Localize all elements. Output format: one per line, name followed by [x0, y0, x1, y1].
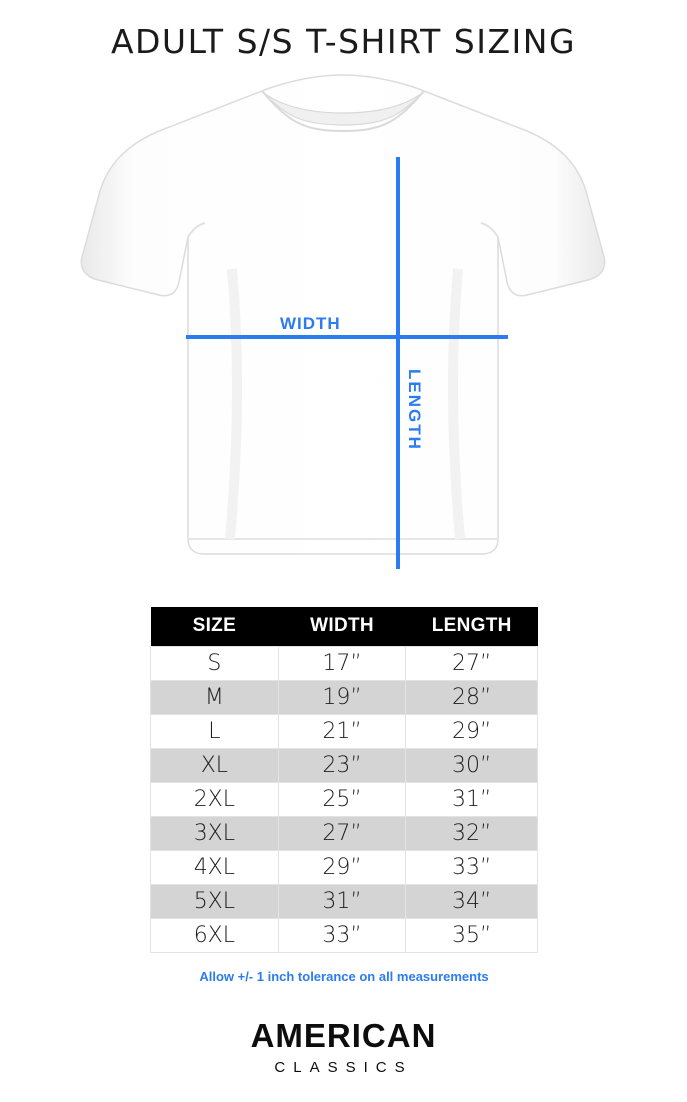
cell-length: 34”	[406, 885, 538, 919]
column-header-width: WIDTH	[278, 607, 406, 647]
cell-length: 32”	[406, 817, 538, 851]
cell-length: 27”	[406, 647, 538, 681]
table-row	[151, 851, 538, 885]
tolerance-note: Allow +/- 1 inch tolerance on all measurements	[199, 969, 489, 984]
cell-size: L	[151, 715, 279, 749]
size-chart	[150, 607, 538, 984]
cell-width: 21”	[278, 715, 406, 749]
column-header-size: SIZE	[151, 607, 279, 647]
shirt-body	[81, 75, 604, 554]
column-header-length: LENGTH	[406, 607, 538, 647]
cell-width: 29”	[278, 851, 406, 885]
table-row	[151, 715, 538, 749]
brand-name-primary: AMERICAN	[250, 1017, 437, 1054]
cell-size: M	[151, 681, 279, 715]
cell-length: 28”	[406, 681, 538, 715]
cell-width: 33”	[278, 919, 406, 953]
tshirt-illustration	[0, 69, 687, 569]
cell-length: 30”	[406, 749, 538, 783]
brand-logo	[0, 1017, 687, 1076]
cell-width: 23”	[278, 749, 406, 783]
table-row	[151, 749, 538, 783]
cell-size: 6XL	[151, 919, 279, 953]
cell-length: 31”	[406, 783, 538, 817]
cell-length: 33”	[406, 851, 538, 885]
cell-width: 31”	[278, 885, 406, 919]
cell-length: 35”	[406, 919, 538, 953]
page-title: ADULT S/S T-SHIRT SIZING	[110, 22, 577, 61]
cell-width: 25”	[278, 783, 406, 817]
table-row	[151, 681, 538, 715]
cell-size: 4XL	[151, 851, 279, 885]
tshirt-diagram-svg	[0, 69, 687, 569]
cell-size: XL	[151, 749, 279, 783]
cell-width: 17”	[278, 647, 406, 681]
cell-size: 3XL	[151, 817, 279, 851]
brand-name-secondary: CLASSICS	[274, 1059, 413, 1076]
cell-width: 19”	[278, 681, 406, 715]
cell-size: 2XL	[151, 783, 279, 817]
table-row	[151, 783, 538, 817]
cell-size: 5XL	[151, 885, 279, 919]
width-label: WIDTH	[280, 314, 341, 333]
table-row	[151, 647, 538, 681]
length-label: LENGTH	[405, 369, 424, 451]
size-table	[150, 607, 538, 953]
table-header-row	[151, 607, 538, 647]
cell-width: 27”	[278, 817, 406, 851]
table-row	[151, 885, 538, 919]
table-row	[151, 817, 538, 851]
cell-length: 29”	[406, 715, 538, 749]
cell-size: S	[151, 647, 279, 681]
table-row	[151, 919, 538, 953]
